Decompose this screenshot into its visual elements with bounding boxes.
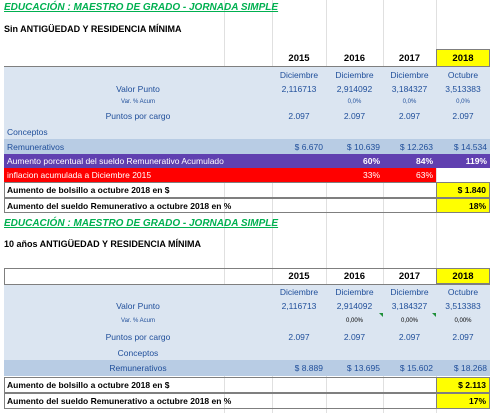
t2-year-2015: 2015 [288,270,310,282]
t2-month-2016: Diciembre [335,286,374,297]
t1-valor-punto-2018: 3,513383 [445,84,481,94]
t1-var-2016: 0,0% [347,98,362,105]
t2-puntos-2016: 2.097 [343,332,366,342]
table1-title: EDUCACIÓN : MAESTRO DE GRADO - JORNADA SIMPLE [4,2,279,13]
t1-puntos-label: Puntos por cargo [105,110,171,121]
t2-bolsillo-value: $ 2.113 [436,377,490,393]
t2-puntos-2018: 2.097 [452,332,474,342]
t2-year-2017: 2017 [398,270,421,282]
t1-inflacion-2016: 33% [362,170,380,180]
t1-inflacion-label: inflacion acumulada a Diciembre 2015 [7,170,152,180]
t2-valor-punto-2016: 2,914092 [336,301,373,311]
t2-var-label: Var. % Acum [121,318,155,324]
t1-month-2017: Diciembre [390,69,429,80]
t1-sueldo-pct-value: 18% [436,198,490,213]
t2-remun-label: Remunerativos [109,363,167,373]
t1-puntos-2017: 2.097 [398,110,421,121]
t1-sueldo-pct-label: Aumento del sueldo Remunerativo a octubre 2018 en % [7,200,232,211]
t1-aumento-pct-2018: 119% [465,156,487,166]
t2-bolsillo-label: Aumento de bolsillo a octubre 2018 en $ [7,380,170,390]
t1-month-2018: Octubre [447,69,479,80]
t1-var-2018: 0,0% [456,98,470,105]
t2-puntos-2015: 2.097 [288,332,310,342]
t1-aumento-pct-2017: 84% [415,156,433,166]
t1-aumento-pct-2016: 60% [362,156,380,166]
t1-remun-2018: $ 14.534 [453,141,487,152]
t1-inflacion-2017: 63% [415,170,433,180]
t1-year-2018: 2018 [436,49,490,67]
t1-bolsillo-label: Aumento de bolsillo a octubre 2018 en $ [7,185,170,195]
t2-puntos-label: Puntos por cargo [105,332,171,342]
t1-valor-punto-label: Valor Punto [116,84,160,94]
t1-valor-punto-2016: 2,914092 [336,84,373,94]
t1-remun-2016: $ 10.639 [346,141,380,152]
t2-month-2018: Octubre [447,286,479,297]
cell-comment-marker [379,313,383,317]
t2-sueldo-pct-value: 17% [436,393,490,409]
t2-year-2016: 2016 [343,270,366,282]
t1-month-2016: Diciembre [335,69,374,80]
t1-valor-punto-2015: 2,116713 [281,84,317,94]
t1-remun-2017: $ 12.263 [399,141,433,152]
t1-puntos-2016: 2.097 [343,110,366,121]
t2-var-2016: 0,00% [345,318,363,324]
t2-remun-2016: $ 13.695 [346,363,380,373]
t2-var-2018: 0,00% [454,318,472,324]
t2-valor-punto-label: Valor Punto [116,301,160,311]
table2-subtitle: 10 años ANTIGÜEDAD Y RESIDENCIA MÍNIMA [4,239,202,249]
t1-month-2015: Diciembre [279,69,319,80]
t1-var-label: Var. % Acum [121,98,155,105]
t2-valor-punto-2017: 3,184327 [391,301,428,311]
t2-remun-2015: $ 8.889 [294,363,323,373]
t2-year-2018: 2018 [436,268,490,284]
t1-remun-2015: $ 6.670 [294,141,323,152]
t2-conceptos-label: Conceptos [117,347,159,358]
t1-year-2017: 2017 [398,52,421,64]
cell-comment-marker [432,313,436,317]
t2-valor-punto-2015: 2,116713 [281,301,317,311]
t2-remun-2018: $ 18.268 [453,363,487,373]
table1-subtitle: Sin ANTIGÜEDAD Y RESIDENCIA MÍNIMA [4,24,182,34]
t1-var-2017: 0,0% [402,98,417,105]
t2-puntos-2017: 2.097 [398,332,421,342]
t1-remun-label: Remunerativos [7,141,65,152]
t1-bolsillo-value: $ 1.840 [436,182,490,198]
t1-year-2016: 2016 [343,52,366,64]
t1-puntos-2015: 2.097 [288,110,310,121]
t1-year-2015: 2015 [288,52,310,64]
t2-month-2017: Diciembre [390,286,429,297]
t2-valor-punto-2018: 3,513383 [445,301,481,311]
t2-sueldo-pct-label: Aumento del sueldo Remunerativo a octubre 2018 en % [7,396,232,406]
table2-title: EDUCACIÓN : MAESTRO DE GRADO - JORNADA SIMPLE [4,218,279,229]
t2-var-2017: 0,00% [400,318,418,324]
t1-conceptos-label: Conceptos [7,126,48,137]
t1-valor-punto-2017: 3,184327 [391,84,428,94]
t1-puntos-2018: 2.097 [452,110,474,121]
t1-aumento-pct-label: Aumento porcentual del sueldo Remunerativo Acumulado [4,154,326,168]
t2-month-2015: Diciembre [279,286,319,297]
t2-remun-2017: $ 15.602 [399,363,433,373]
